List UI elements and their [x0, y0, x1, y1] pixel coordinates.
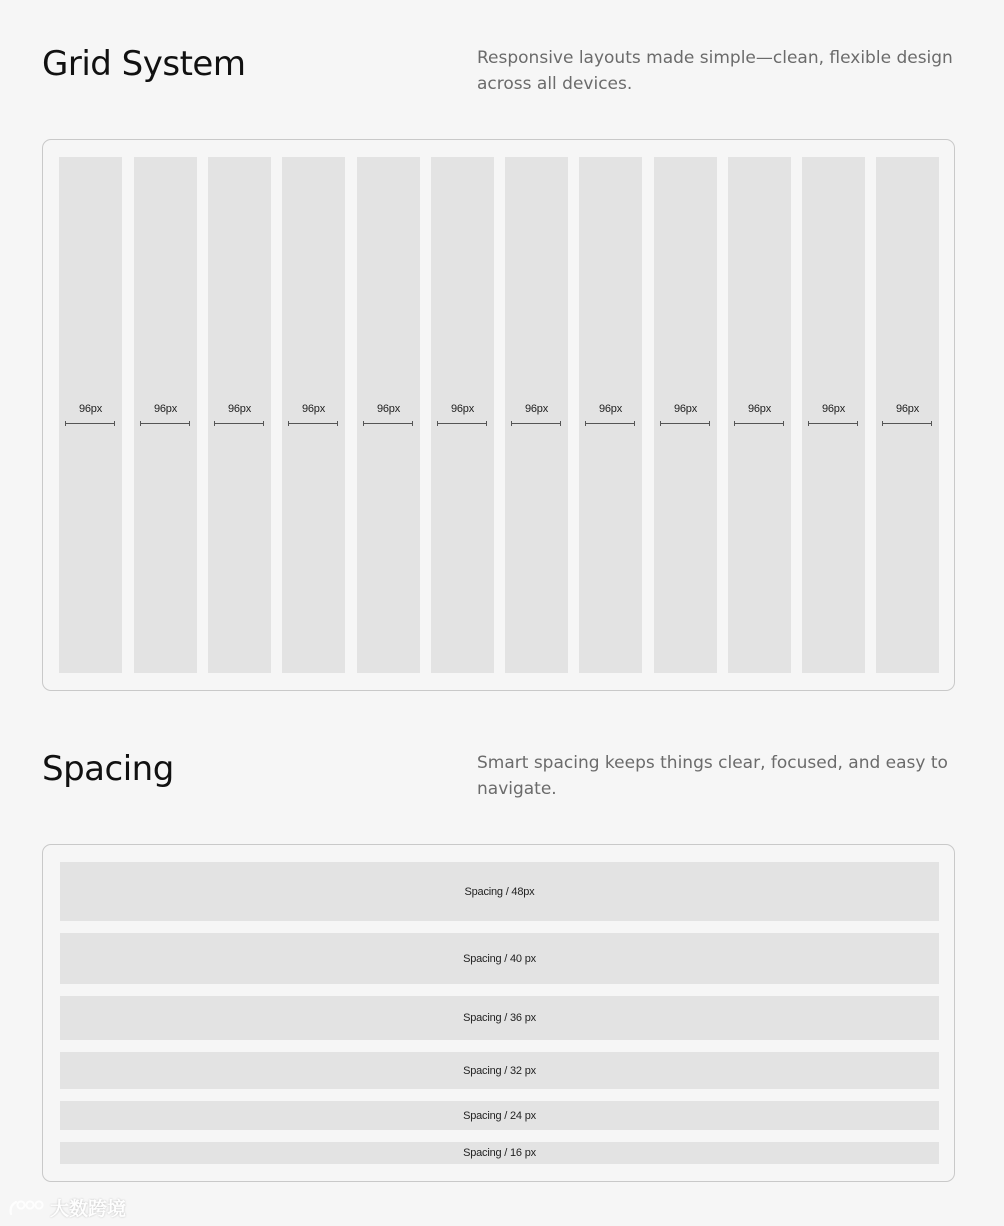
grid-column [654, 157, 717, 673]
column-width-label: 96px [450, 403, 475, 415]
column-width-measure [734, 421, 784, 426]
spacing-label: Spacing / 48px [464, 885, 535, 898]
grid-system-description: Responsive layouts made simple—clean, flexible design across all devices. [477, 48, 953, 94]
column-width-measure [65, 421, 115, 426]
column-width-label: 96px [376, 403, 401, 415]
column-width-label: 96px [673, 403, 698, 415]
column-width-label: 96px [301, 403, 326, 415]
column-width-measure [214, 421, 264, 426]
column-width-measure [585, 421, 635, 426]
watermark-text: 大数跨境 [50, 1198, 127, 1220]
spacing-row-36 [60, 996, 939, 1040]
spacing-row-40 [60, 933, 939, 984]
grid-column [431, 157, 494, 673]
spacing-row-24 [60, 1101, 939, 1130]
grid-column [59, 157, 122, 673]
column-width-measure [511, 421, 561, 426]
spacing-row-16 [60, 1142, 939, 1164]
grid-column [579, 157, 642, 673]
grid-column [876, 157, 939, 673]
spacing-label: Spacing / 24 px [463, 1109, 536, 1122]
grid-column [134, 157, 197, 673]
spacing-panel [42, 844, 955, 1182]
grid-column [802, 157, 865, 673]
grid-columns-panel [42, 139, 955, 691]
brand-logo-icon [8, 1196, 46, 1220]
spacing-title: Spacing [42, 749, 174, 789]
watermark [8, 1194, 126, 1221]
spacing-row-48 [60, 862, 939, 921]
spacing-label: Spacing / 32 px [463, 1064, 536, 1077]
column-width-label: 96px [598, 403, 623, 415]
spacing-label: Spacing / 40 px [463, 952, 536, 965]
column-width-measure [140, 421, 190, 426]
grid-column [728, 157, 791, 673]
column-width-label: 96px [895, 403, 920, 415]
column-width-label: 96px [821, 403, 846, 415]
column-width-label: 96px [524, 403, 549, 415]
column-width-label: 96px [747, 403, 772, 415]
column-width-label: 96px [78, 403, 103, 415]
grid-column [505, 157, 568, 673]
spacing-row-32 [60, 1052, 939, 1089]
column-width-label: 96px [227, 403, 252, 415]
spacing-description: Smart spacing keeps things clear, focused, and easy to navigate. [477, 753, 948, 799]
grid-column [357, 157, 420, 673]
column-width-measure [808, 421, 858, 426]
spacing-label: Spacing / 36 px [463, 1012, 536, 1024]
column-width-measure [437, 421, 487, 426]
column-width-measure [363, 421, 413, 426]
grid-system-title: Grid System [42, 44, 246, 84]
column-width-measure [288, 421, 338, 426]
grid-column [208, 157, 271, 673]
column-width-measure [660, 421, 710, 426]
spacing-label: Spacing / 16 px [463, 1147, 536, 1159]
grid-column [282, 157, 345, 673]
column-width-measure [882, 421, 932, 426]
column-width-label: 96px [153, 403, 178, 415]
